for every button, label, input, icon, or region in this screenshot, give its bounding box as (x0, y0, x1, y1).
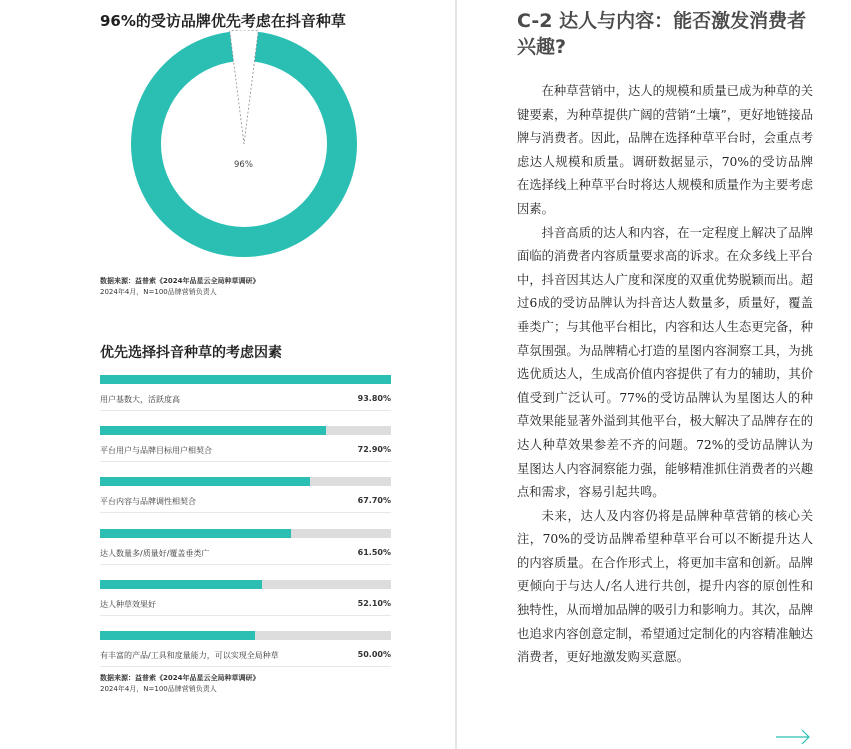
source-note-2-line2: 2024年4月，N=100品牌营销负责人 (100, 685, 217, 693)
bar-track (100, 426, 391, 435)
donut-chart (130, 30, 358, 258)
bar-label: 平台内容与品牌调性相契合 (100, 497, 196, 507)
bar-divider (100, 410, 391, 411)
bar-value: 52.10% (357, 598, 391, 608)
donut-svg (130, 30, 358, 258)
bar-divider (100, 564, 391, 565)
bar-fill (100, 375, 391, 384)
source-note-2 (100, 673, 259, 695)
body-paragraph: 抖音高质的达人和内容，在一定程度上解决了品牌面临的消费者内容质量要求高的诉求。在众多线上平台中，抖音因其达人广度和深度的双重优势脱颖而出。超过6成的受访品牌认为抖音达人数量多，质量好，覆盖垂类广；与其他平台相比，内容和达人生态更完备，种草氛围强。为品牌精心打造的星图内容洞察工具，为挑选优质达人，生成高价值内容提供了有力的辅助，其价值受到广泛认可。77%的受访品牌认为星图达人的种草效果能显著外溢到其他平台，极大解决了品牌存在的达人种草效果参差不齐的问题。72%的受访品牌认为星图达人内容洞察能力强，能够精准抓住消费者的兴趣点和需求，容易引起共鸣。 (517, 225, 813, 500)
bar-track (100, 477, 391, 486)
bar-row (100, 477, 391, 528)
bar-fill (100, 580, 262, 589)
bar-fill (100, 477, 310, 486)
bar-chart (100, 375, 391, 682)
bar-fill (100, 529, 291, 538)
donut-title: 96%的受访品牌优先考虑在抖音种草 (100, 12, 346, 30)
bar-label: 达人种草效果好 (100, 599, 156, 609)
bar-value: 93.80% (357, 394, 391, 403)
source-note-1-line2: 2024年4月，N=100品牌营销负责人 (100, 288, 217, 296)
bar-divider (100, 461, 391, 462)
bar-label: 用户基数大，活跃度高 (100, 395, 180, 404)
bar-value: 72.90% (357, 445, 391, 455)
bar-label: 平台用户与品牌目标用户相契合 (100, 446, 212, 456)
bar-row (100, 375, 391, 426)
source-note-1 (100, 276, 259, 298)
bar-value: 61.50% (357, 547, 391, 557)
bar-divider (100, 666, 391, 667)
bar-fill (100, 631, 255, 640)
source-note-1-line1: 数据来源：益普索《2024年品星云全局种草调研》 (100, 277, 260, 285)
donut-gap (230, 30, 259, 144)
body-paragraph: 在种草营销中，达人的规模和质量已成为种草的关键要素，为种草提供广阔的营销“土壤”，更好地链接品牌与消费者。因此，品牌在选择种草平台时，会重点考虑达人规模和质量。调研数据显示，70%的受访品牌在选择线上种草平台时将达人规模和质量作为主要考虑因素。 (517, 84, 813, 216)
bar-row (100, 529, 391, 580)
body-text (517, 80, 813, 670)
bar-value: 50.00% (357, 649, 391, 659)
arrow-right-icon[interactable] (775, 728, 811, 746)
donut-value-label: 96% (234, 160, 253, 170)
bar-row (100, 426, 391, 477)
bar-track (100, 580, 391, 589)
bar-row (100, 580, 391, 631)
bar-label: 达人数量多/质量好/覆盖垂类广 (100, 548, 210, 558)
right-page (457, 0, 851, 749)
section-title: C-2 达人与内容：能否激发消费者兴趣? (517, 10, 807, 58)
bar-fill (100, 426, 326, 435)
body-paragraph: 未来，达人及内容仍将是品牌种草营销的核心关注，70%的受访品牌希望种草平台可以不断提升达人的内容质量。在合作形式上，将更加丰富和创新。品牌更倾向于与达人/名人进行共创，提升内容的原创性和独特性，从而增加品牌的吸引力和影响力。其次，品牌也追求内容创意定制，希望通过定制化的内容精准触达消费者，更好地激发购买意愿。 (517, 508, 813, 665)
bar-track (100, 375, 391, 384)
bar-label: 有丰富的产品/工具和度量能力，可以实现全局种草 (100, 650, 279, 660)
bar-track (100, 631, 391, 640)
bar-value: 67.70% (357, 496, 391, 506)
bar-divider (100, 615, 391, 616)
bars-title: 优先选择抖音种草的考虑因素 (100, 345, 282, 361)
source-note-2-line1: 数据来源：益普索《2024年品星云全局种草调研》 (100, 674, 260, 682)
bar-divider (100, 512, 391, 513)
bar-track (100, 529, 391, 538)
